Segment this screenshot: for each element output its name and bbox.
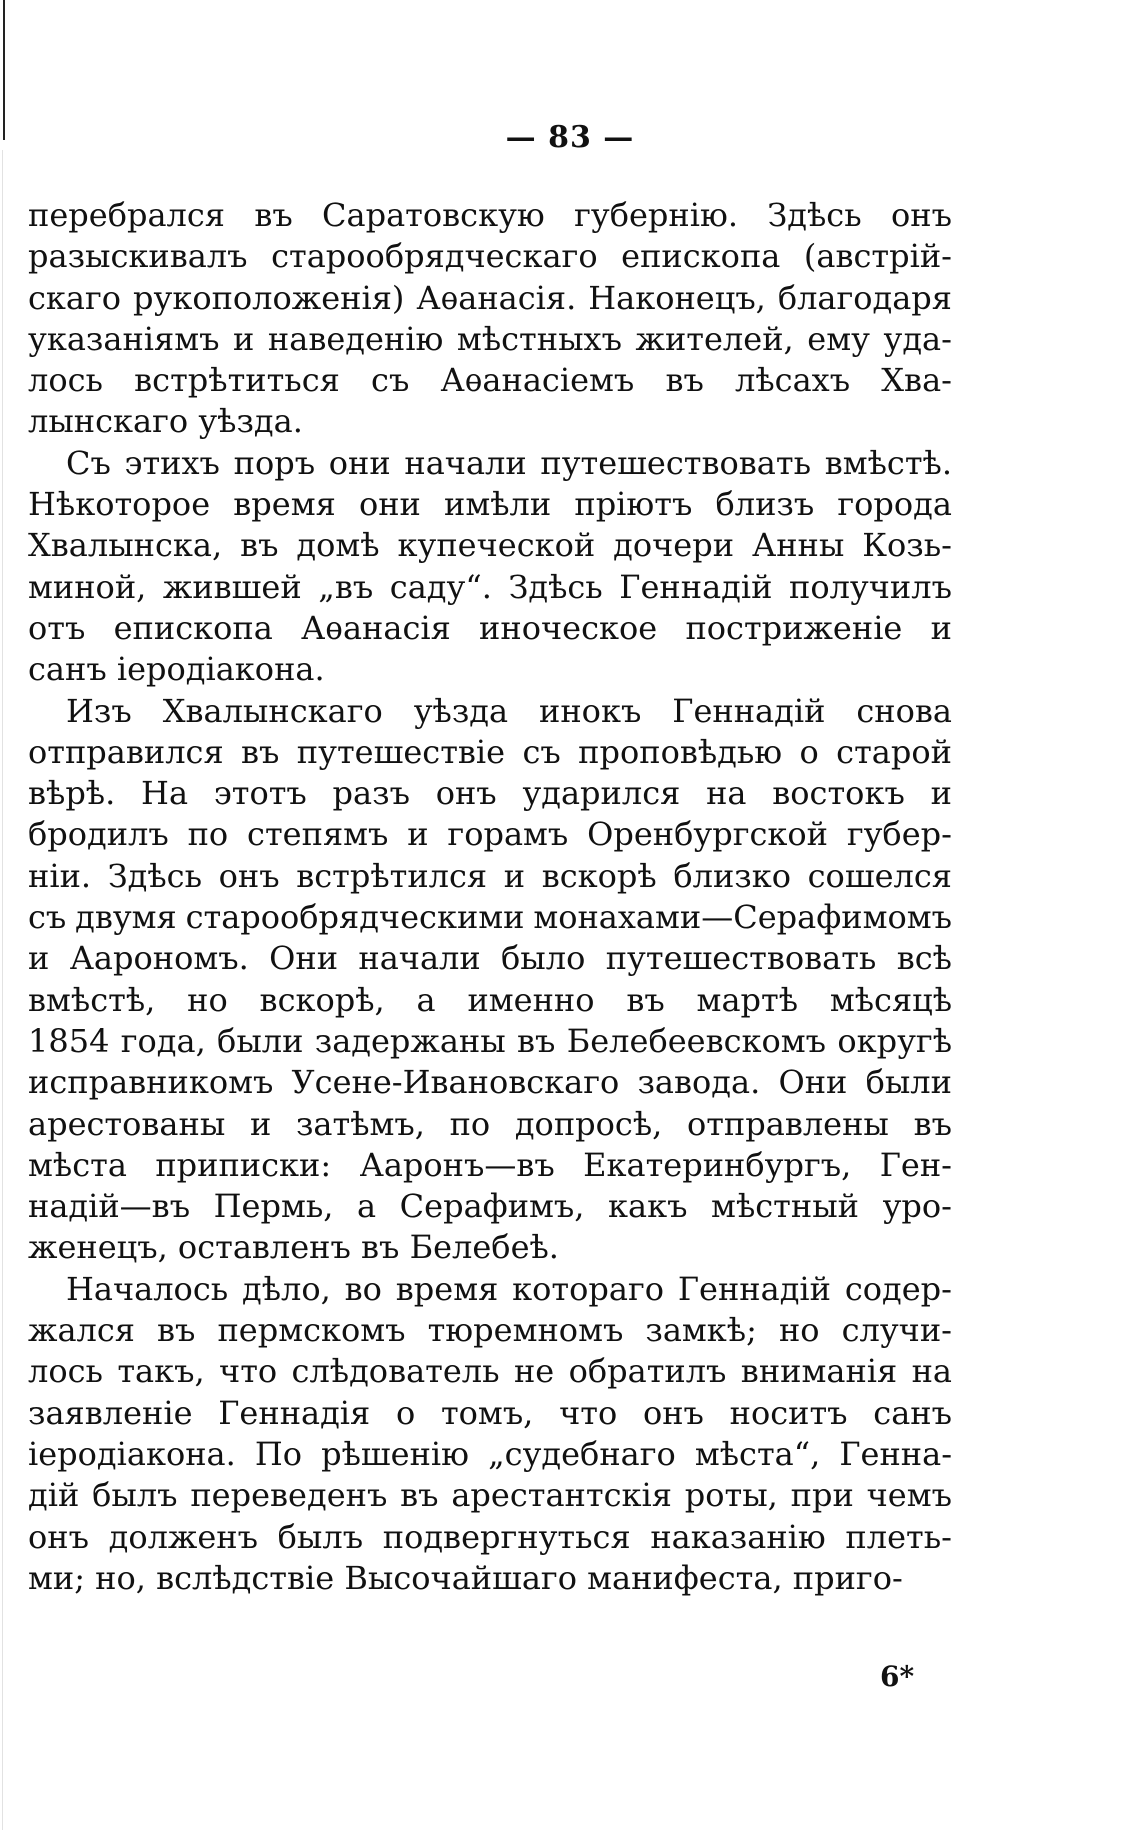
word: года, bbox=[120, 1021, 206, 1060]
text-line bbox=[28, 691, 952, 732]
text-line bbox=[28, 856, 952, 897]
word: вмѣстѣ, bbox=[28, 980, 156, 1019]
word: Аѳанасія. bbox=[416, 278, 577, 317]
word: благодаря bbox=[777, 278, 952, 317]
text-line bbox=[28, 1310, 952, 1351]
word: поръ bbox=[233, 443, 316, 482]
word: домѣ bbox=[296, 526, 380, 565]
word: носитъ bbox=[729, 1393, 848, 1432]
text-line bbox=[28, 443, 952, 484]
text-line bbox=[28, 1475, 952, 1516]
page-edge-shadow bbox=[2, 150, 3, 1830]
word: въ bbox=[913, 1104, 952, 1143]
word: отъ bbox=[28, 608, 86, 647]
word: надій—въ bbox=[28, 1187, 191, 1226]
word: Екатеринбургъ, bbox=[583, 1145, 852, 1184]
text-line bbox=[28, 732, 952, 773]
word: именно bbox=[467, 980, 595, 1019]
word: инокъ bbox=[539, 691, 642, 730]
word: епископа bbox=[113, 608, 273, 647]
word: встрѣтиться bbox=[134, 361, 340, 400]
word: Нѣкоторое bbox=[28, 485, 211, 524]
word: Саратовскую bbox=[322, 196, 545, 234]
word: Аѳанасіемъ bbox=[440, 361, 635, 400]
word: задержаны bbox=[314, 1021, 506, 1060]
word: и bbox=[407, 815, 429, 854]
word: востокъ bbox=[772, 774, 905, 813]
word: ударился bbox=[522, 774, 681, 813]
word: отправился bbox=[28, 732, 224, 771]
word: а bbox=[357, 1187, 377, 1226]
text-line bbox=[28, 1104, 952, 1145]
text-line bbox=[28, 1186, 952, 1227]
word: епископа bbox=[621, 237, 781, 276]
word: получилъ bbox=[789, 567, 952, 606]
word: Аѳанасія bbox=[301, 608, 451, 647]
word: мѣста bbox=[28, 1145, 127, 1184]
text-line bbox=[28, 1269, 952, 1310]
word: слѣдователь bbox=[291, 1352, 500, 1391]
word: всѣ bbox=[896, 939, 952, 978]
word: начали bbox=[404, 443, 527, 482]
word: путешествіе bbox=[296, 732, 506, 771]
word: въ bbox=[254, 196, 293, 234]
word: томъ, bbox=[440, 1393, 534, 1432]
word: На bbox=[141, 774, 189, 813]
word: были bbox=[217, 1021, 304, 1060]
text-line bbox=[28, 1145, 952, 1186]
word: переведенъ bbox=[190, 1476, 388, 1515]
word: вскорѣ, bbox=[259, 980, 385, 1019]
text-line bbox=[28, 1351, 952, 1392]
word: завода. bbox=[637, 1063, 761, 1102]
text-line bbox=[28, 608, 952, 649]
word: Здѣсь bbox=[767, 196, 862, 234]
text-line bbox=[28, 1021, 952, 1062]
word: арестованы bbox=[28, 1104, 226, 1143]
text-line bbox=[28, 1062, 952, 1103]
word: старой bbox=[836, 732, 952, 771]
word: рѣшенію bbox=[321, 1434, 469, 1473]
word: и bbox=[28, 939, 50, 978]
word: вниманія bbox=[740, 1352, 898, 1391]
word: Козь- bbox=[862, 526, 952, 565]
word: разыскивалъ bbox=[28, 237, 248, 276]
text-line: женецъ, оставленъ въ Белебеѣ. bbox=[28, 1228, 559, 1267]
word: мѣста“, bbox=[694, 1434, 821, 1473]
word: указаніямъ bbox=[28, 319, 220, 358]
word: а bbox=[416, 980, 436, 1019]
word: замкѣ; bbox=[645, 1311, 757, 1350]
text-line: санъ іеродіакона. bbox=[28, 650, 325, 689]
word: саду“. bbox=[389, 567, 492, 606]
word: губернію. bbox=[574, 196, 738, 234]
word: жался bbox=[28, 1311, 135, 1350]
word: Генна- bbox=[839, 1434, 952, 1473]
word: санъ bbox=[873, 1393, 952, 1432]
word: Геннадій bbox=[677, 1269, 831, 1308]
word: (австрій- bbox=[803, 237, 952, 276]
word: „въ bbox=[318, 567, 374, 606]
word: о bbox=[799, 732, 819, 771]
word: приписки: bbox=[155, 1145, 332, 1184]
word: Ааронъ—въ bbox=[359, 1145, 555, 1184]
word: мѣсяцѣ bbox=[829, 980, 952, 1019]
word: въ bbox=[626, 980, 665, 1019]
word: и bbox=[930, 608, 952, 647]
word: лѣсахъ bbox=[735, 361, 851, 400]
word: въ bbox=[157, 1311, 196, 1350]
word: и bbox=[930, 774, 952, 813]
word: мѣстный bbox=[711, 1187, 859, 1226]
word: такъ, bbox=[117, 1352, 205, 1391]
word: по bbox=[187, 815, 229, 854]
word: и bbox=[503, 856, 526, 895]
word: Они bbox=[778, 1063, 848, 1102]
paragraph bbox=[28, 1269, 952, 1599]
text-line: ми; но, вслѣдствіе Высочайшаго манифеста, приго- bbox=[28, 1558, 903, 1597]
word: Хвалынска, bbox=[28, 526, 223, 565]
text-line bbox=[28, 1393, 952, 1434]
word: встрѣтился bbox=[296, 856, 488, 895]
text-line bbox=[28, 567, 952, 608]
word: имѣли bbox=[444, 485, 552, 524]
word: но bbox=[778, 1311, 820, 1350]
word: Анны bbox=[751, 526, 845, 565]
word: этихъ bbox=[124, 443, 220, 482]
word: что bbox=[219, 1352, 278, 1391]
word: съ bbox=[371, 361, 410, 400]
word: купеческой bbox=[397, 526, 596, 565]
text-line bbox=[28, 938, 952, 979]
word: начали bbox=[358, 939, 481, 978]
word: путешествовать bbox=[540, 443, 811, 482]
word: Здѣсь bbox=[508, 567, 603, 606]
text-line bbox=[28, 1434, 952, 1475]
word: двумя bbox=[75, 898, 177, 937]
word: въ bbox=[241, 732, 280, 771]
word: роты, bbox=[684, 1476, 778, 1515]
word: во bbox=[344, 1269, 382, 1308]
word: ему bbox=[807, 319, 870, 358]
word: обратилъ bbox=[568, 1352, 727, 1391]
word: съ bbox=[522, 732, 561, 771]
word: арестантскія bbox=[451, 1476, 672, 1515]
word: дѣло, bbox=[242, 1269, 331, 1308]
word: было bbox=[501, 939, 586, 978]
word: старообрядческими bbox=[185, 898, 525, 937]
word: что bbox=[559, 1393, 618, 1432]
word: уда- bbox=[883, 319, 952, 358]
word: Хвалынскаго bbox=[162, 691, 383, 730]
word: въ bbox=[517, 1021, 556, 1060]
printer-signature-mark: 6* bbox=[880, 1660, 915, 1693]
word: Хва- bbox=[881, 361, 952, 400]
word: онъ bbox=[891, 196, 952, 234]
word: въ bbox=[665, 361, 704, 400]
word: сошелся bbox=[807, 856, 952, 895]
word: жителей, bbox=[635, 319, 794, 358]
word: Усене-Ивановскаго bbox=[291, 1063, 620, 1102]
word: Оренбургской bbox=[587, 815, 828, 854]
word: съ bbox=[28, 898, 67, 937]
word: жившей bbox=[162, 567, 302, 606]
word: и bbox=[233, 319, 255, 358]
word: близко bbox=[673, 856, 791, 895]
word: ніи. bbox=[28, 856, 92, 895]
word: мѣстныхъ bbox=[456, 319, 622, 358]
word: Аарономъ. bbox=[69, 939, 249, 978]
word: Изъ bbox=[66, 691, 132, 730]
word: лось bbox=[28, 361, 103, 400]
word: вмѣстѣ. bbox=[824, 443, 952, 482]
word: и bbox=[249, 1104, 272, 1143]
word: Белебеевскомъ bbox=[566, 1021, 827, 1060]
word: Геннадія bbox=[218, 1393, 371, 1432]
word: губер- bbox=[846, 815, 952, 854]
word: путешествовать bbox=[605, 939, 877, 978]
word: отправлены bbox=[686, 1104, 889, 1143]
word: плеть- bbox=[845, 1517, 952, 1556]
word: затѣмъ, bbox=[295, 1104, 425, 1143]
word: заявленіе bbox=[28, 1393, 193, 1432]
word: при bbox=[790, 1476, 854, 1515]
word: время bbox=[233, 485, 336, 524]
word: чемъ bbox=[866, 1476, 952, 1515]
word: мартѣ bbox=[696, 980, 798, 1019]
word: онъ bbox=[218, 856, 280, 895]
word: случи- bbox=[841, 1311, 952, 1350]
text-line bbox=[28, 195, 952, 236]
word: Они bbox=[269, 939, 339, 978]
text-line bbox=[28, 484, 952, 525]
word: въ bbox=[400, 1476, 439, 1515]
word: о bbox=[395, 1393, 416, 1432]
word: на bbox=[706, 774, 747, 813]
word: близъ bbox=[715, 485, 815, 524]
text-line bbox=[28, 319, 952, 360]
text-line bbox=[28, 773, 952, 814]
word: По bbox=[254, 1434, 303, 1473]
text-line bbox=[28, 278, 952, 319]
word: онъ bbox=[642, 1393, 704, 1432]
word: Серафимъ, bbox=[399, 1187, 585, 1226]
text-line bbox=[28, 360, 952, 401]
word: перебрался bbox=[28, 196, 225, 234]
word: наказанію bbox=[650, 1517, 826, 1556]
word: 1854 bbox=[28, 1021, 110, 1060]
word: іеродіакона. bbox=[28, 1434, 236, 1473]
page-edge-rule bbox=[3, 0, 5, 140]
word: по bbox=[449, 1104, 491, 1143]
word: вѣрѣ. bbox=[28, 774, 116, 813]
word: проповѣдью bbox=[578, 732, 783, 771]
word: уро- bbox=[882, 1187, 952, 1226]
word: тюремномъ bbox=[427, 1311, 624, 1350]
word: старообрядческаго bbox=[271, 237, 598, 276]
text-line bbox=[28, 897, 952, 938]
word: Геннадій bbox=[672, 691, 826, 730]
word: исправникомъ bbox=[28, 1063, 274, 1102]
word: пермскомъ bbox=[217, 1311, 406, 1350]
word: бродилъ bbox=[28, 815, 169, 854]
text-line bbox=[28, 525, 952, 566]
word: „судебнаго bbox=[488, 1434, 676, 1473]
page-number: — 83 — bbox=[505, 120, 635, 155]
word: степямъ bbox=[247, 815, 389, 854]
word: Ген- bbox=[879, 1145, 952, 1184]
word: рукоположенія) bbox=[133, 278, 405, 317]
word: Наконецъ, bbox=[588, 278, 766, 317]
word: иноческое bbox=[479, 608, 658, 647]
word: миной, bbox=[28, 567, 147, 606]
word: подвергнуться bbox=[382, 1517, 631, 1556]
word: наведенію bbox=[267, 319, 444, 358]
paragraph bbox=[28, 443, 952, 691]
word: этотъ bbox=[213, 774, 307, 813]
word: горамъ bbox=[447, 815, 569, 854]
body-text bbox=[28, 195, 952, 1599]
word: дочери bbox=[613, 526, 735, 565]
word: онъ bbox=[28, 1517, 89, 1556]
word: но bbox=[187, 980, 228, 1019]
word: былъ bbox=[277, 1517, 364, 1556]
word: допросѣ, bbox=[514, 1104, 663, 1143]
word: лось bbox=[28, 1352, 103, 1391]
word: содер- bbox=[844, 1269, 952, 1308]
word: вскорѣ bbox=[541, 856, 657, 895]
word: не bbox=[513, 1352, 555, 1391]
word: разъ bbox=[332, 774, 410, 813]
word: уѣзда bbox=[413, 691, 509, 730]
text-line: лынскаго уѣзда. bbox=[28, 402, 303, 441]
word: дій bbox=[28, 1476, 80, 1515]
word: монахами—Серафимомъ bbox=[533, 898, 952, 937]
word: округѣ bbox=[837, 1021, 952, 1060]
word: снова bbox=[856, 691, 952, 730]
word: постриженіе bbox=[685, 608, 903, 647]
word: былъ bbox=[92, 1476, 178, 1515]
text-line bbox=[28, 1517, 952, 1558]
word: города bbox=[837, 485, 952, 524]
text-line bbox=[28, 980, 952, 1021]
word: Началось bbox=[66, 1269, 229, 1308]
paragraph bbox=[28, 691, 952, 1269]
word: Здѣсь bbox=[107, 856, 202, 895]
word: онъ bbox=[435, 774, 497, 813]
word: были bbox=[865, 1063, 952, 1102]
word: пріютъ bbox=[574, 485, 693, 524]
word: какъ bbox=[608, 1187, 688, 1226]
word: время bbox=[395, 1269, 499, 1308]
word: Геннадій bbox=[619, 567, 773, 606]
paragraph bbox=[28, 195, 952, 443]
word: Съ bbox=[66, 443, 111, 482]
word: котораго bbox=[512, 1269, 664, 1308]
word: долженъ bbox=[108, 1517, 258, 1556]
word: на bbox=[911, 1352, 952, 1391]
word: скаго bbox=[28, 278, 122, 317]
word: они bbox=[358, 485, 421, 524]
text-line bbox=[28, 814, 952, 855]
word: въ bbox=[240, 526, 279, 565]
word: Пермь, bbox=[213, 1187, 334, 1226]
text-line bbox=[28, 236, 952, 277]
word: они bbox=[328, 443, 391, 482]
